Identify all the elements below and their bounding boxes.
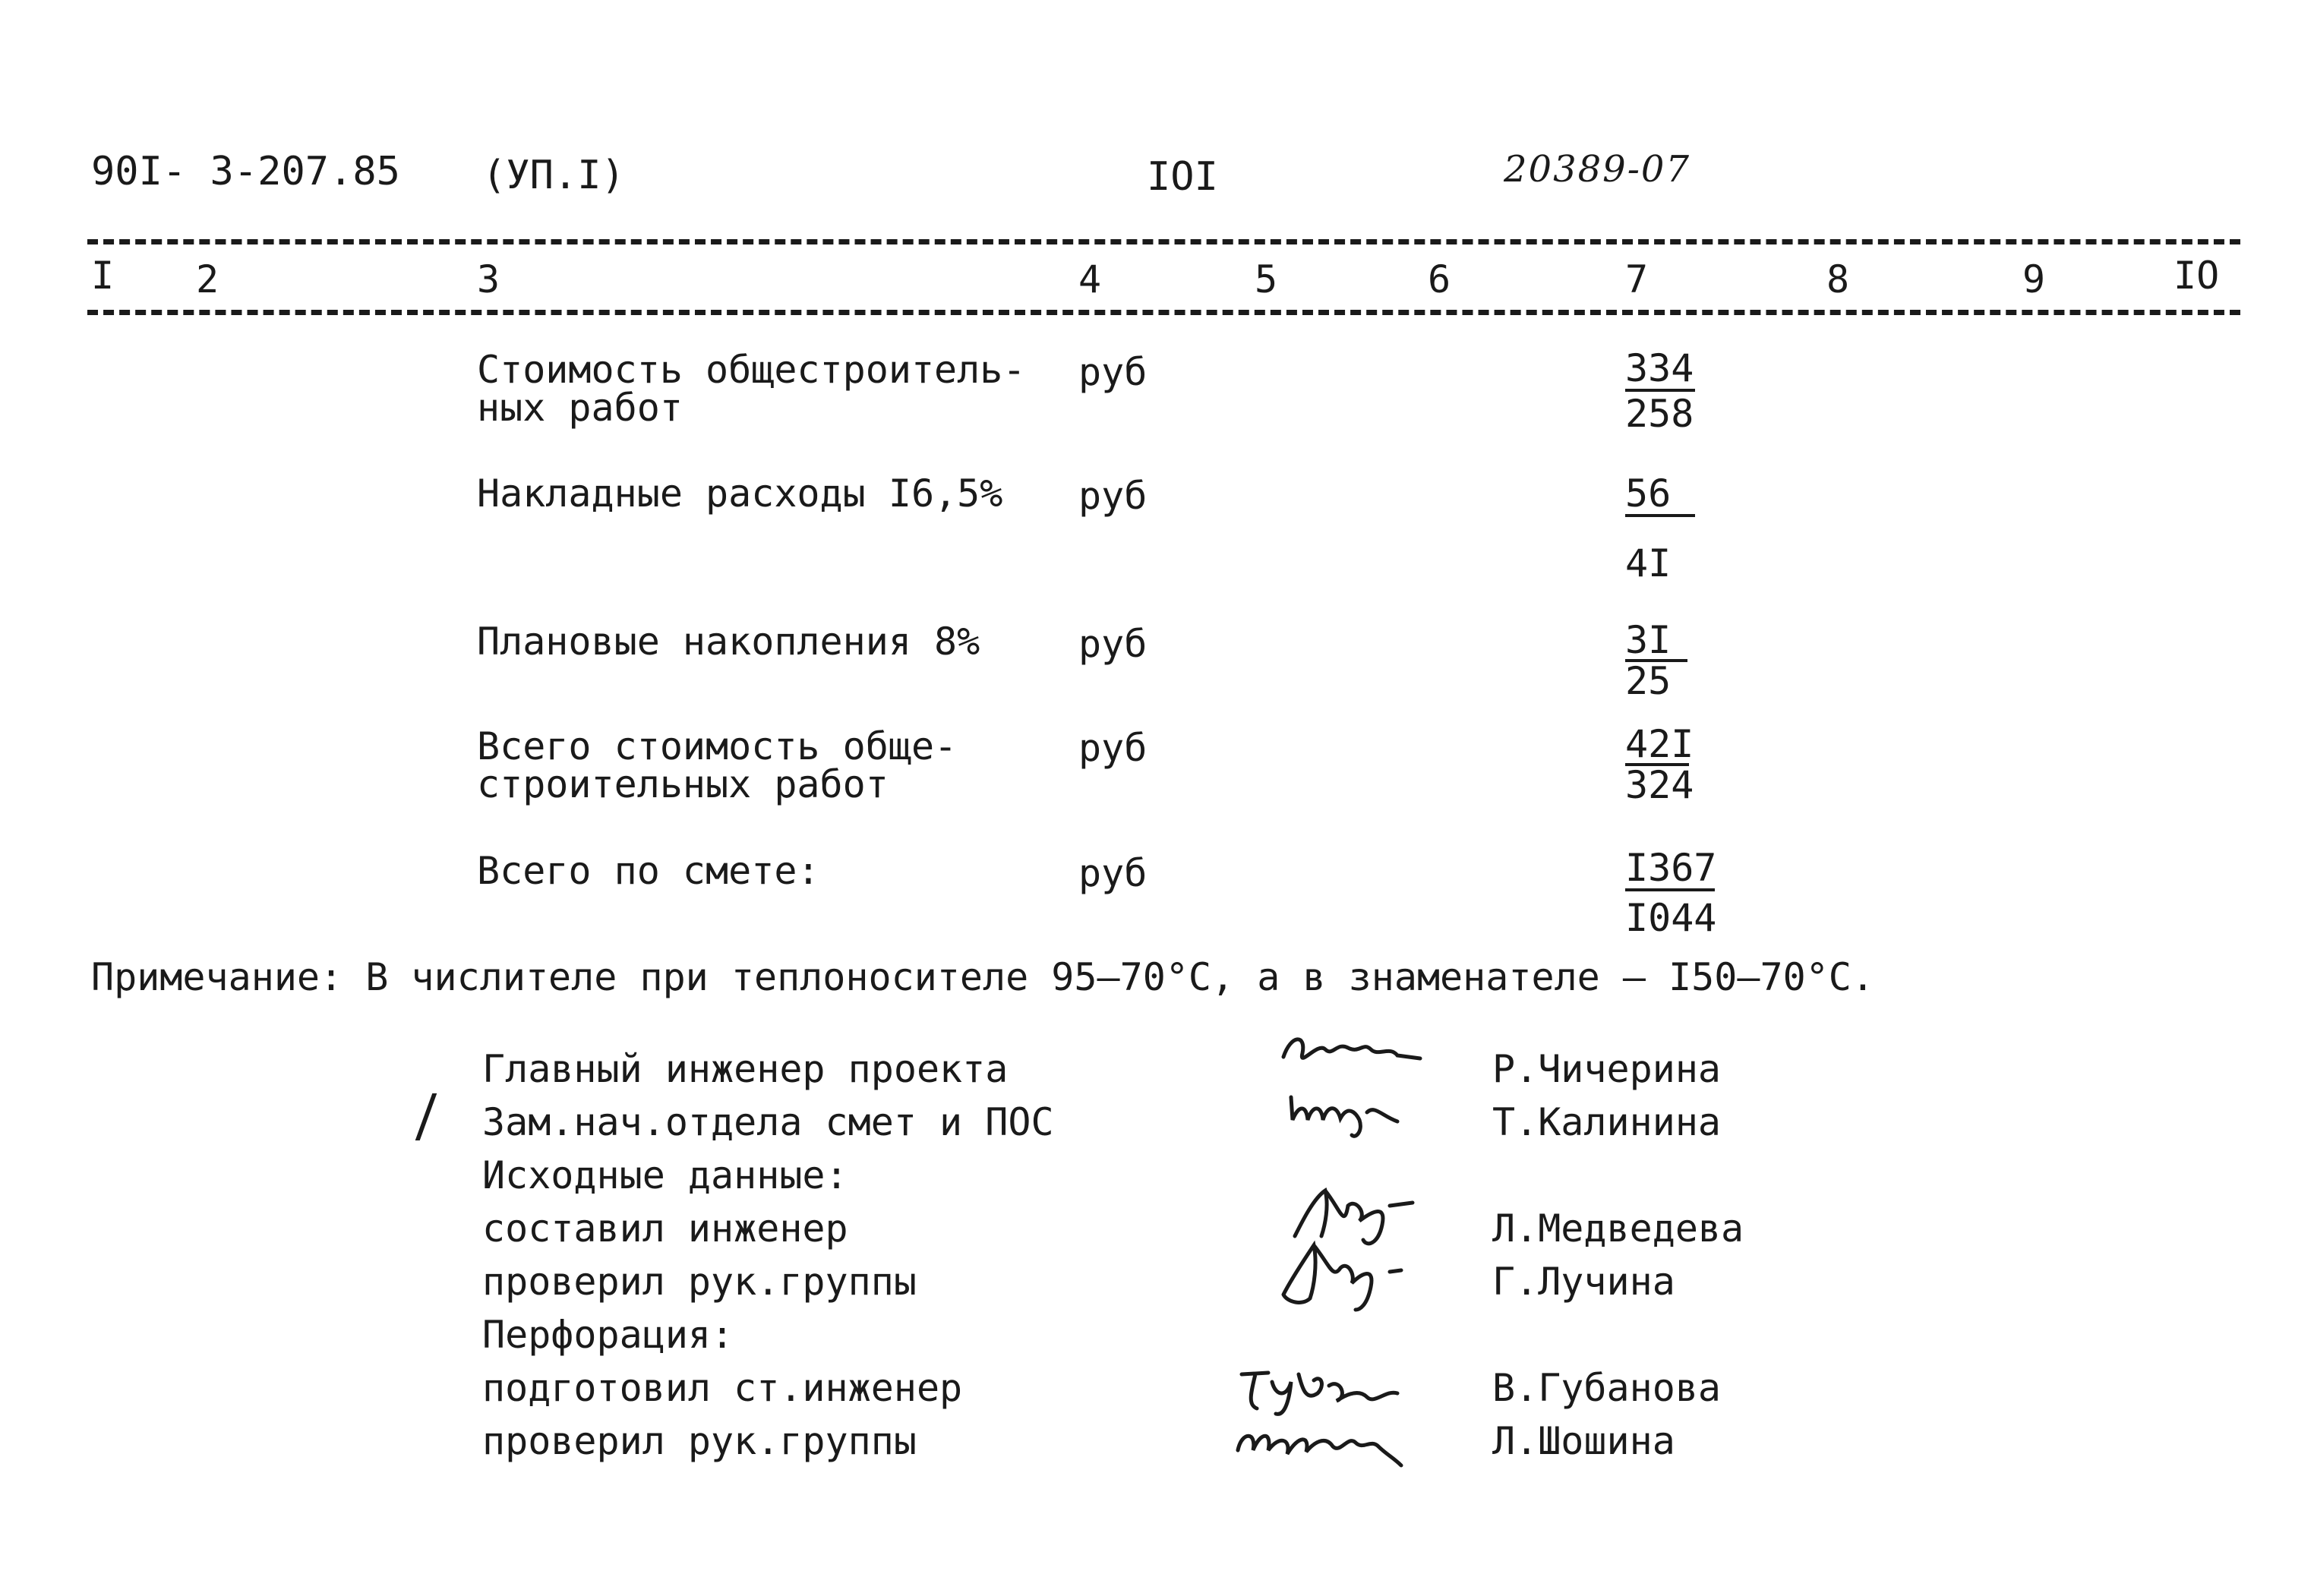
column-header: 9 [2022, 257, 2046, 301]
page-number: IOI [1147, 154, 1218, 200]
column-header: 3 [477, 257, 500, 301]
row-description-line: Плановые накопления 8% [477, 620, 980, 664]
denominator-value: I044 [1625, 896, 1717, 940]
signatory-name: В.Губанова [1492, 1366, 1722, 1410]
row-description [477, 472, 1003, 516]
column-header: 4 [1078, 257, 1102, 301]
signatory-role: подготовил ст.инженер [482, 1366, 963, 1410]
header-rule-top [87, 239, 2240, 244]
denominator-value: 4I [1625, 541, 1672, 585]
row-value-fraction [1625, 472, 1709, 585]
footnote: Примечание: В числителе при теплоносителе 95–70°С, а в знаменателе – I50–70°С. [91, 955, 1874, 999]
signatory-role: проверил рук.группы [482, 1419, 917, 1463]
row-description-line: Всего по смете: [477, 849, 820, 893]
column-header: 5 [1255, 257, 1278, 301]
handwritten-signature [1268, 1234, 1420, 1317]
denominator-value: 25 [1625, 659, 1672, 703]
row-unit: руб [1078, 726, 1148, 770]
row-description [477, 348, 1026, 430]
row-description-line: Всего стоимость обще- [477, 724, 958, 768]
signatory-name: Л.Медведева [1492, 1206, 1744, 1251]
handwritten-signature [1234, 1359, 1416, 1420]
denominator-value: 258 [1625, 392, 1694, 436]
row-description [477, 849, 820, 893]
signatory-name: Т.Калинина [1492, 1100, 1722, 1144]
row-value-fraction [1625, 346, 1709, 436]
row-value-fraction [1625, 618, 1709, 703]
column-header: IO [2174, 254, 2220, 298]
section-heading: Исходные данные: [482, 1153, 848, 1197]
handwritten-signature [1276, 1027, 1428, 1080]
numerator-value: 3I [1625, 618, 1672, 662]
signatory-role: Зам.нач.отдела смет и ПОС [482, 1100, 1054, 1144]
row-unit: руб [1078, 622, 1148, 666]
signatory-name: Р.Чичерина [1492, 1047, 1722, 1091]
column-header: 8 [1826, 257, 1850, 301]
row-unit: руб [1078, 350, 1148, 394]
column-header: I [91, 254, 115, 298]
handwritten-signature [1283, 1082, 1413, 1143]
row-unit: руб [1078, 851, 1148, 895]
numerator-value: 334 [1625, 346, 1694, 390]
signatory-role: Главный инженер проекта [482, 1047, 1009, 1091]
row-description [477, 620, 980, 664]
numerator-value: I367 [1625, 846, 1717, 890]
header-rule-bottom [87, 310, 2240, 315]
row-value-fraction [1625, 846, 1717, 940]
inventory-number: 20389-07 [1504, 148, 1691, 191]
signatory-name: Г.Лучина [1492, 1260, 1675, 1304]
signatory-role: проверил рук.группы [482, 1260, 917, 1304]
document-code: 90I- 3-207.85 [91, 149, 400, 194]
numerator-value: 56 [1625, 472, 1672, 516]
row-description-line: строительных работ [477, 762, 889, 806]
handwritten-signature [1226, 1412, 1416, 1473]
section-heading: Перфорация: [482, 1313, 734, 1357]
row-description [477, 724, 958, 806]
denominator-value: 324 [1625, 763, 1694, 807]
column-header: 7 [1625, 257, 1649, 301]
row-description-line: Стоимость общестроитель- [477, 348, 1026, 392]
row-value-fraction [1625, 722, 1709, 807]
row-description-line: ных работ [477, 386, 683, 430]
numerator-value: 42I [1625, 722, 1694, 766]
column-header: 2 [196, 257, 219, 301]
row-unit: руб [1078, 474, 1148, 518]
slash-mark [415, 1093, 437, 1140]
signatory-role: составил инженер [482, 1206, 848, 1251]
section-label: (УП.I) [482, 153, 625, 198]
signatory-name: Л.Шошина [1492, 1419, 1675, 1463]
column-header: 6 [1428, 257, 1451, 301]
row-description-line: Накладные расходы I6,5% [477, 472, 1003, 516]
